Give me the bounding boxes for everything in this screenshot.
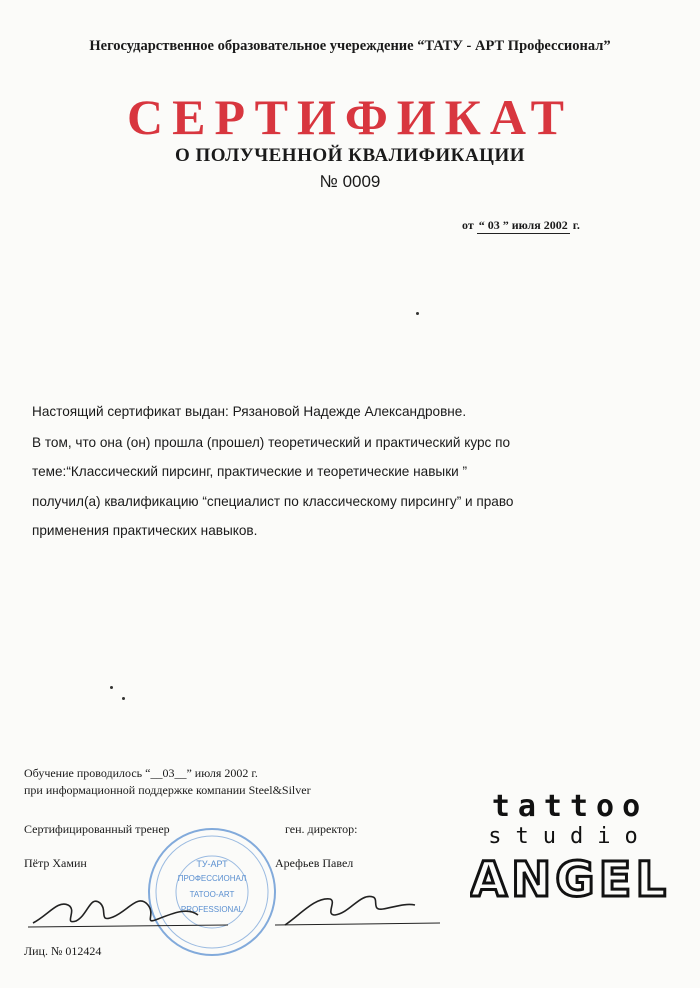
director-name: Арефьев Павел [275, 856, 354, 870]
training-date-line: Обучение проводилось “__03__” июля 2002 г. [24, 766, 258, 780]
institution-name: Негосударственное образовательное учереждение “ТАТУ - АРТ Профессионал” [89, 38, 611, 54]
license-number: Лиц. № 012424 [24, 944, 102, 958]
body-line: получил(а) квалификацию “специалист по классическому пирсингу” и право [32, 494, 514, 509]
director-label: ген. директор: [285, 822, 358, 836]
logo-line: tattoo [491, 789, 649, 824]
issue-date [462, 218, 580, 234]
date-suffix: г. [572, 218, 580, 232]
certificate-subtitle: О ПОЛУЧЕННОЙ КВАЛИФИКАЦИИ [174, 145, 526, 166]
stamp-text: TATOO-ART [189, 890, 235, 899]
stamp-text: ТУ-АРТ [196, 859, 228, 869]
body-line: теме:“Классический пирсинг, практические и теоретические навыки ” [32, 464, 468, 479]
scan-speck [110, 686, 113, 689]
director-signature [275, 885, 445, 940]
stamp-text: PROFESSIONAL [180, 905, 244, 914]
support-line: при информационной поддержке компании Steel&Silver [24, 783, 311, 797]
scan-speck [122, 697, 125, 700]
trainer-name: Пётр Хамин [24, 856, 87, 870]
date-day: “ 03 ” [478, 218, 509, 232]
logo-line: studio [488, 824, 652, 849]
stamp-text: ПРОФЕССИОНАЛ [177, 874, 247, 883]
trainer-signature [28, 885, 258, 940]
date-value [477, 218, 570, 234]
body-line: Настоящий сертификат выдан: Рязановой Надежде Александровне. [32, 404, 467, 419]
certificate-title: СЕРТИФИКАТ [126, 89, 573, 145]
trainer-label: Сертифицированный тренер [24, 822, 170, 836]
scan-speck [416, 312, 419, 315]
tattoo-studio-logo [470, 788, 680, 913]
body-line: В том, что она (он) прошла (прошел) теоретический и практический курс по [32, 435, 511, 450]
date-month-year: июля 2002 [511, 218, 568, 232]
body-line: применения практических навыков. [32, 523, 258, 538]
certificate-number: № 0009 [319, 172, 381, 191]
date-prefix: от [462, 218, 474, 232]
logo-line: ANGEL [470, 852, 671, 908]
